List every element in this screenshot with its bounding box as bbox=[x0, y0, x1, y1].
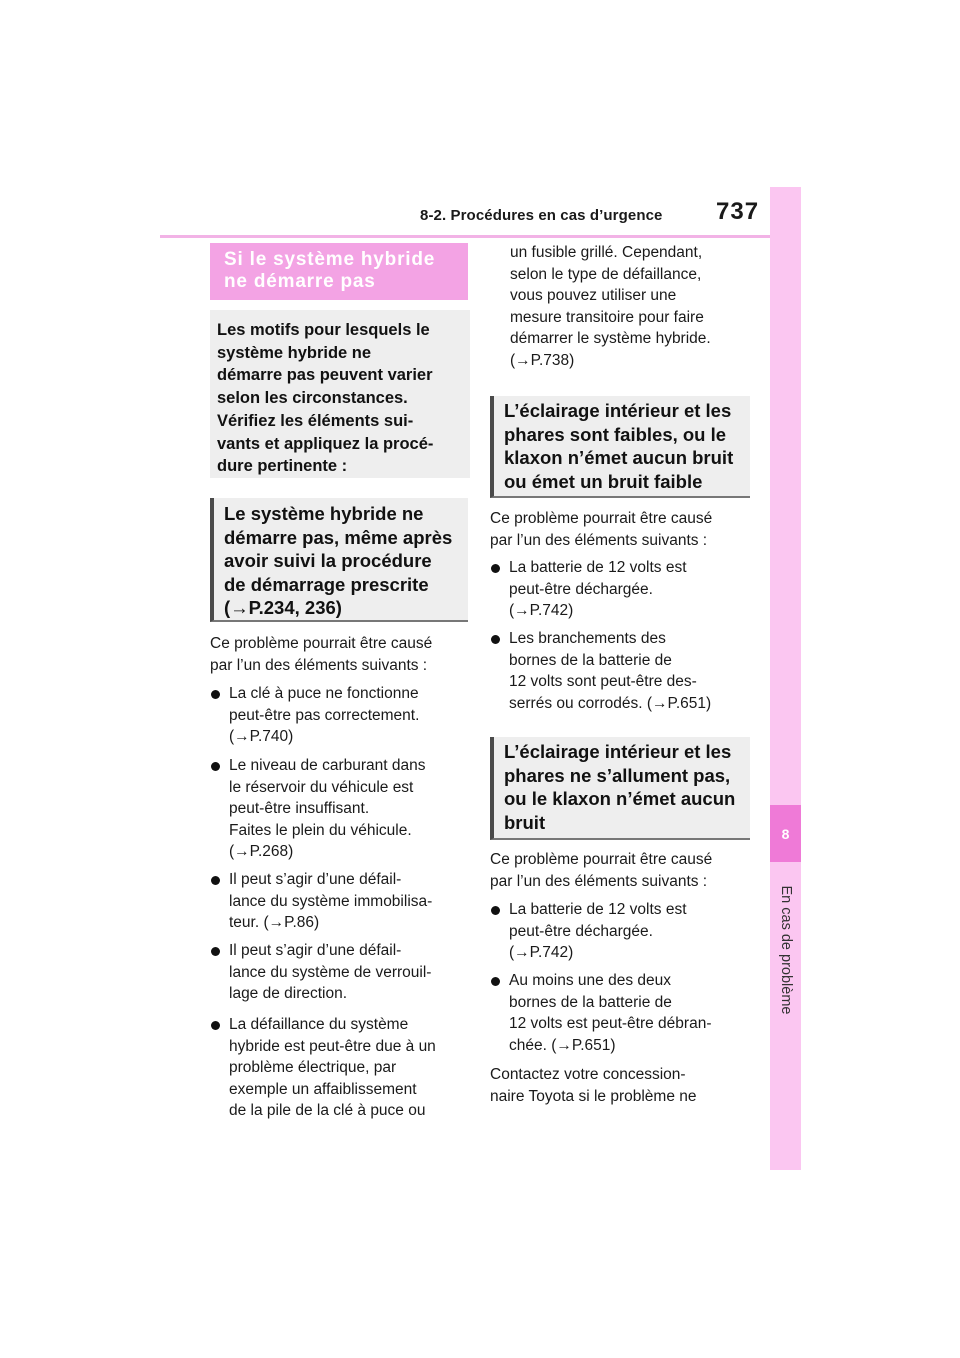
bullet-icon bbox=[211, 1021, 220, 1030]
subheading-line: de démarrage prescrite bbox=[224, 573, 429, 595]
bullet-item bbox=[491, 899, 687, 964]
bullet-line: Faites le plein du véhicule. bbox=[229, 821, 412, 839]
chapter-number-badge: 8 bbox=[770, 805, 801, 862]
subheading-line: phares ne s’allument pas, bbox=[504, 764, 731, 786]
intro-line: dure pertinente : bbox=[217, 457, 348, 476]
bullet-line: serrés ou corrodés. (→P.651) bbox=[509, 694, 712, 712]
text-line: vous pouvez utiliser une bbox=[510, 287, 677, 305]
subheading-line: phares sont faibles, ou le bbox=[504, 423, 727, 445]
header-rule bbox=[160, 235, 770, 238]
text-line: par l’un des éléments suivants : bbox=[490, 872, 708, 890]
bullet-icon bbox=[211, 876, 220, 885]
bullet-icon bbox=[211, 947, 220, 956]
bullet-line: Il peut s’agir d’une défail- bbox=[229, 942, 402, 959]
text-line: Ce problème pourrait être causé bbox=[210, 635, 433, 652]
bullet-line: lage de direction. bbox=[229, 985, 348, 1003]
bullet-icon bbox=[211, 762, 220, 771]
bullet-line: 12 volts est peut-être débran- bbox=[509, 1015, 712, 1033]
bullet-line: Les branchements des bbox=[509, 630, 666, 647]
bullet-item bbox=[211, 869, 432, 934]
bullet-line: Au moins une des deux bbox=[509, 972, 671, 989]
intro-line: vants et appliquez la procé- bbox=[217, 434, 434, 453]
text-line: naire Toyota si le problème ne bbox=[490, 1087, 697, 1105]
subheading-line: ou le klaxon n’émet aucun bbox=[504, 788, 736, 809]
continuation-text bbox=[510, 242, 711, 372]
cause-intro bbox=[490, 508, 712, 551]
bullet-icon bbox=[491, 635, 500, 644]
bullet-item bbox=[211, 683, 419, 748]
text-line: un fusible grillé. Cependant, bbox=[510, 244, 703, 261]
bullet-line: La clé à puce ne fonctionne bbox=[229, 685, 419, 702]
bullet-line: lance du système immobilisa- bbox=[229, 892, 433, 910]
subheading-line: Le système hybride ne bbox=[224, 503, 424, 524]
bullet-line: Il peut s’agir d’une défail- bbox=[229, 871, 402, 888]
subheading-line: démarre pas, même après bbox=[224, 526, 453, 548]
text-line: démarrer le système hybride. bbox=[510, 330, 711, 348]
bullet-icon bbox=[211, 690, 220, 699]
bullet-line: le réservoir du véhicule est bbox=[229, 778, 414, 796]
bullet-line: bornes de la batterie de bbox=[509, 651, 672, 669]
bullet-line: La batterie de 12 volts est bbox=[509, 559, 687, 576]
section-header: 8-2. Procédures en cas d’urgence bbox=[420, 207, 663, 224]
bullet-line: peut-être déchargée. bbox=[509, 580, 653, 598]
intro-box bbox=[210, 310, 470, 478]
bullet-line: (→P.740) bbox=[229, 728, 294, 746]
text-line: par l’un des éléments suivants : bbox=[210, 656, 428, 674]
text-line: selon le type de défaillance, bbox=[510, 265, 702, 283]
text-line: Ce problème pourrait être causé bbox=[490, 851, 713, 868]
bullet-line: (→P.742) bbox=[509, 944, 574, 962]
intro-line: système hybride ne bbox=[217, 343, 372, 362]
bullet-line: Le niveau de carburant dans bbox=[229, 757, 426, 774]
chapter-title-vertical bbox=[772, 870, 799, 1030]
bullet-item bbox=[211, 755, 425, 863]
text-line: Contactez votre concession- bbox=[490, 1066, 686, 1083]
bullet-item bbox=[211, 1014, 436, 1122]
subheading-lights-weak bbox=[490, 396, 750, 498]
bullet-line: peut-être pas correctement. bbox=[229, 706, 420, 724]
page-number: 737 bbox=[716, 198, 760, 225]
subheading-lights-off bbox=[490, 737, 750, 840]
bullet-line: (→P.268) bbox=[229, 843, 294, 861]
bullet-item bbox=[211, 940, 431, 1005]
bullet-line: bornes de la batterie de bbox=[509, 993, 672, 1011]
bullet-item bbox=[491, 970, 711, 1056]
intro-line: selon les circonstances. bbox=[217, 389, 408, 408]
bullet-line: (→P.742) bbox=[509, 602, 574, 620]
bullet-icon bbox=[491, 906, 500, 915]
subheading-line: L’éclairage intérieur et les bbox=[504, 741, 732, 762]
cause-intro bbox=[210, 633, 432, 676]
text-line: par l’un des éléments suivants : bbox=[490, 531, 708, 549]
subheading-line: bruit bbox=[504, 811, 546, 833]
bullet-line: chée. (→P.651) bbox=[509, 1036, 616, 1054]
text-line: mesure transitoire pour faire bbox=[510, 308, 704, 326]
intro-line: Vérifiez les éléments sui- bbox=[217, 411, 414, 430]
chapter-title-text: En cas de problème bbox=[777, 885, 794, 1015]
closing-text bbox=[490, 1064, 697, 1107]
bullet-line: teur. (→P.86) bbox=[229, 914, 320, 932]
bullet-line: de la pile de la clé à puce ou bbox=[229, 1102, 426, 1120]
bullet-line: 12 volts sont peut-être des- bbox=[509, 673, 697, 691]
subheading-line: L’éclairage intérieur et les bbox=[504, 400, 732, 421]
bullet-icon bbox=[491, 564, 500, 573]
bullet-line: problème électrique, par bbox=[229, 1059, 397, 1077]
text-line: Ce problème pourrait être causé bbox=[490, 510, 713, 527]
cause-intro bbox=[490, 849, 712, 892]
section-title-line: ne démarre pas bbox=[224, 271, 376, 292]
bullet-line: La batterie de 12 volts est bbox=[509, 901, 687, 918]
bullet-line: exemple un affaiblissement bbox=[229, 1080, 417, 1098]
bullet-item bbox=[491, 557, 687, 622]
subheading-line: avoir suivi la procédure bbox=[224, 550, 432, 572]
intro-line: Les motifs pour lesquels le bbox=[217, 321, 430, 339]
bullet-line: peut-être déchargée. bbox=[509, 922, 653, 940]
bullet-item bbox=[491, 628, 711, 714]
subheading-line: (→P.234, 236) bbox=[224, 597, 342, 619]
text-line: (→P.738) bbox=[510, 351, 575, 369]
bullet-line: peut-être insuffisant. bbox=[229, 800, 370, 818]
subheading-line: klaxon n’émet aucun bruit bbox=[504, 447, 734, 468]
subheading-hybrid-no-start bbox=[210, 498, 468, 622]
section-title-line: Si le système hybride bbox=[224, 249, 436, 270]
intro-line: démarre pas peuvent varier bbox=[217, 366, 433, 385]
bullet-line: hybride est peut-être due à un bbox=[229, 1037, 436, 1055]
bullet-icon bbox=[491, 977, 500, 986]
section-title bbox=[210, 243, 468, 300]
subheading-line: ou émet un bruit faible bbox=[504, 470, 703, 492]
bullet-line: La défaillance du système bbox=[229, 1016, 409, 1033]
bullet-line: lance du système de verrouil- bbox=[229, 963, 432, 981]
